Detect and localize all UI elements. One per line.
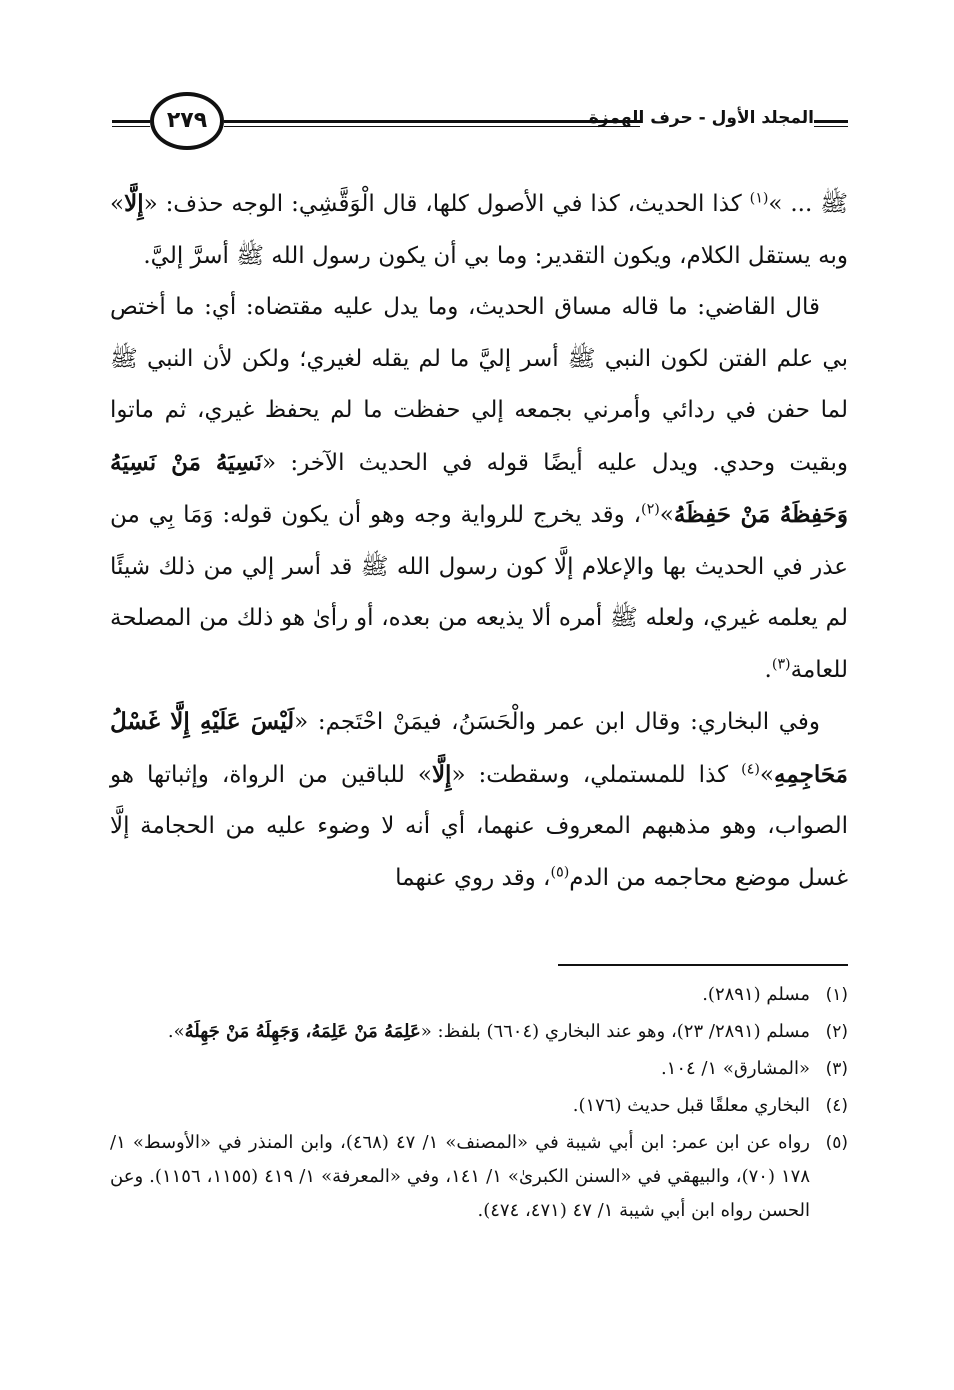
footnote-text: «المشارق» ١/ ١٠٤. (660, 1058, 810, 1079)
footnote-text: مسلم (٢٨٩١). (702, 984, 810, 1005)
paragraph-2-hadith: نَسِيَهُ مَنْ نَسِيَهُ وَحَفِظَهُ مَنْ حَفِظَهُ (110, 448, 848, 528)
footnote-text (110, 1015, 810, 1049)
paragraph-3-end: ، وقد روي عنهما (395, 864, 551, 891)
header-rule-left-thin (112, 126, 150, 127)
footnote-4 (110, 1089, 848, 1123)
footnote-ref-2: (٢) (641, 501, 660, 518)
paragraph-2 (110, 282, 848, 696)
page-number-oval (150, 92, 224, 150)
header-rule-left (112, 120, 150, 123)
footnote-2 (110, 1015, 848, 1049)
page-header (112, 92, 848, 156)
paragraph-2-quote-close: » (659, 502, 674, 528)
footnote-1 (110, 978, 848, 1012)
footnote-ref-3: (٣) (771, 655, 791, 672)
footnote-separator (558, 964, 848, 966)
running-head: المجلد الأول - حرف الهمزة (588, 108, 814, 128)
paragraph-3-bold-illa: إِلَّا (431, 760, 452, 788)
paragraph-2-text: قال القاضي: ما قاله مساق الحديث، وما يدل عليه مقتضاه: أي: ما أختص بي علم الفتن لكون النبي ﷺ أسر إليَّ ما لم يقله لغيري؛ ولكن لأن النبي ﷺ لما حفن في ردائي وأمرني بجمعه إلي حفظت ما لم يحفظ غيري، ثم ماتوا وبقيت وحدي. ويدل عليه أيضًا قوله في الحديث الآخر: « (110, 294, 848, 476)
paragraph-3-mid: كذا للمستملي، وسقطت: « (451, 761, 742, 788)
header-rule-right-thin (814, 126, 848, 127)
footnote-2-after: ». (167, 1021, 185, 1042)
footnote-2-before: مسلم (٢٨٩١/ ٢٣)، وهو عند البخاري (٦٦٠٤) بلفظ: « (420, 1021, 810, 1042)
header-rule-middle (224, 120, 640, 123)
paragraph-1-text: كذا الحديث، كذا في الأصول كلها، قال الْوَقَّشِي: الوجه حذف: « (143, 191, 750, 217)
paragraph-2-end: . (764, 656, 772, 683)
footnote-5 (110, 1126, 848, 1228)
paragraph-1 (110, 178, 848, 282)
paragraph-3-after: » للباقين من الرواة، وإثباتها هو الصواب، وهو مذهبهم المعروف عنهما، أي أنه لا وضوء عليه من الحجامة إلَّا غسل موضع محاجمه من الدم (110, 761, 848, 891)
paragraph-3-hadith: لَيْسَ عَلَيْهِ إِلَّا غَسْلُ مَحَاجِمِهِ (110, 708, 848, 788)
footnote-text: البخاري معلقًا قبل حديث (١٧٦). (572, 1095, 810, 1116)
main-text (110, 178, 848, 904)
paragraph-3 (110, 696, 848, 904)
footnote-2-bold: عَلِمَهُ مَنْ عَلِمَهُ، وَجَهِلَهُ مَنْ جَهِلَهُ (184, 1021, 421, 1042)
footnote-number: (١) (825, 985, 848, 1005)
footnote-number: (٣) (825, 1059, 848, 1079)
footnotes (110, 978, 848, 1231)
footnote-number: (٢) (825, 1022, 848, 1042)
paragraph-3-start: وفي البخاري: وقال ابن عمر والْحَسَنُ، فيمَنْ احْتَجم: « (294, 709, 820, 735)
footnote-ref-4: (٤) (741, 760, 760, 777)
footnote-3 (110, 1052, 848, 1086)
paragraph-1-bold: إِلَّا (124, 190, 144, 217)
page-number: ٢٧٩ (166, 108, 208, 133)
header-rule-right (814, 120, 848, 123)
footnote-ref-1: (١) (749, 190, 769, 207)
paragraph-1-start: ﷺ ... » (768, 191, 848, 217)
footnote-ref-5: (٥) (550, 863, 570, 880)
paragraph-1-end: » وبه يستقل الكلام، ويكون التقدير: وما بي أن يكون رسول الله ﷺ أسرَّ إليَّ. (110, 191, 848, 269)
footnote-number: (٤) (825, 1096, 848, 1116)
paragraph-2-after: ، وقد يخرج للرواية وجه وهو أن يكون قوله: وَمَا بِي من عذر في الحديث بها والإعلام إلَّا كون رسول الله ﷺ قد أسر إلي من ذلك شيئًا لم يعلمه غيري، ولعله ﷺ أمره ألا يذيعه من بعده، أو رأىٰ هو ذلك من المصلحة للعامة (110, 502, 848, 683)
paragraph-3-quote-close: » (759, 761, 774, 788)
header-rule-middle-thin (224, 126, 640, 127)
footnote-number: (٥) (825, 1133, 848, 1153)
footnote-text: رواه عن ابن عمر: ابن أبي شيبة في «المصنف» ١/ ٤٧ (٤٦٨)، وابن المنذر في «الأوسط» ١/ ١٧٨ (٧٠)، والبيهقي في «السنن الكبرىٰ» ١/ ١٤١، وفي «المعرفة» ١/ ٤١٩ (١١٥٥، ١١٥٦). وعن الحسن رواه ابن أبي شيبة ١/ ٤٧ (٤٧١، ٤٧٤). (110, 1132, 811, 1221)
